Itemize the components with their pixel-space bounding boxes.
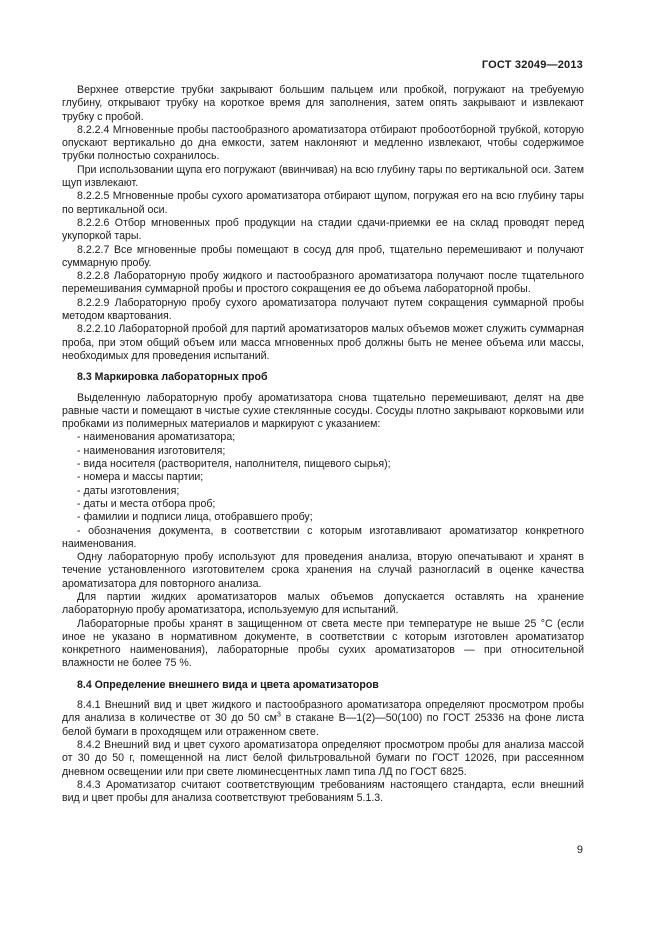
paragraph: Лабораторные пробы хранят в защищенном от света месте при температуре не выше 25 °С (если иное не указано в нормативном документе, в соответствии с которым изготовлен ароматизатор конкретного наименования), лабораторные пробы сухих ароматизаторов — при относительной влажности не более 75 %. (62, 617, 584, 670)
list-item: - даты изготовления; (77, 484, 180, 497)
document-header: ГОСТ 32049—2013 (481, 59, 583, 71)
superscript: 3 (276, 711, 281, 719)
section-title: 8.3 Маркировка лабораторных проб (77, 371, 268, 384)
list-item: - наименования изготовителя; (77, 444, 226, 457)
text-run: в стакане В—1(2)—50(100) по ГОСТ 25336 на фоне листа белой бумаги в проходящем или отраженном свете. (62, 712, 584, 738)
paragraph: 8.2.2.4 Мгновенные пробы пастообразного ароматизатора отбирают пробоотборной трубкой, которую опускают вертикально до дна емкости, затем наклоняют и медленно извлекают, чтобы содержимое трубки полностью сохранилось. (62, 123, 584, 163)
section-title: 8.4 Определение внешнего вида и цвета ароматизаторов (77, 678, 379, 691)
text-run: 8.4.1 Внешний вид и цвет жидкого и пастообразного ароматизатора определяют просмотром пробы для анализа в количестве от 30 до 50 см (62, 699, 584, 725)
paragraph: 8.2.2.5 Мгновенные пробы сухого ароматизатора отбирают щупом, погружая его на всю глубину тары по вертикальной оси. (62, 190, 584, 216)
list-item: - фамилии и подписи лица, отобравшего пробу; (77, 511, 313, 524)
paragraph: 8.4.2 Внешний вид и цвет сухого ароматизатора определяют просмотром пробы для анализа массой от 30 до 50 г, помещенной на лист белой фильтровальной бумаги по ГОСТ 12026, при рассеянном дневном освещении или при свете люминесцентных ламп типа ЛД по ГОСТ 6825. (62, 738, 584, 778)
list-item: - обозначения документа, в соответствии с которым изготавливают ароматизатор конкретного наименования. (62, 524, 584, 550)
paragraph (62, 699, 584, 739)
paragraph: 8.2.2.8 Лабораторную пробу жидкого и пастообразного ароматизатора получают после тщательного перемешивания суммарной пробы и простого сокращения ее до объема лабораторной пробы. (62, 270, 584, 296)
paragraph: Одну лабораторную пробу используют для проведения анализа, вторую опечатывают и хранят в течение установленного изготовителем срока хранения на случай разногласий в оценке качества ароматизатора для повторного анализа. (62, 551, 584, 590)
page-number: 9 (576, 844, 583, 856)
document-body (62, 84, 584, 805)
list-item: - даты и места отбора проб; (77, 497, 216, 510)
paragraph: 8.2.2.10 Лабораторной пробой для партий ароматизаторов малых объемов может служить суммарная проба, при этом общий объем или масса мгновенных проб должны быть не менее объема или массы, необходимых для проведения испытаний. (62, 323, 584, 362)
paragraph: Выделенную лабораторную пробу ароматизатора снова тщательно перемешивают, делят на две равные части и помещают в чистые сухие стеклянные сосуды. Сосуды плотно закрывают корковыми или пробками из полимерных материалов и маркируют с указанием: (62, 391, 584, 431)
paragraph: 8.4.3 Ароматизатор считают соответствующим требованиям настоящего стандарта, если внешний вид и цвет пробы для анализа соответствуют требованиям 5.1.3. (62, 778, 584, 805)
paragraph: При использовании щупа его погружают (ввинчивая) на всю глубину тары по вертикальной оси. Затем щуп извлекают. (62, 163, 584, 190)
paragraph: 8.2.2.6 Отбор мгновенных проб продукции на стадии сдачи-приемки ее на склад проводят перед укупоркой тары. (62, 216, 584, 243)
paragraph: 8.2.2.9 Лабораторную пробу сухого ароматизатора получают путем сокращения суммарной пробы методом квартования. (62, 296, 584, 323)
paragraph: 8.2.2.7 Все мгновенные пробы помещают в сосуд для проб, тщательно перемешивают и получают суммарную пробу. (62, 243, 584, 269)
list-item: - наименования ароматизатора; (77, 431, 236, 444)
list-item: - номера и массы партии; (77, 471, 204, 484)
list-item: - вида носителя (растворителя, наполнителя, пищевого сырья); (77, 458, 391, 471)
paragraph: Верхнее отверстие трубки закрывают большим пальцем или пробкой, погружают на требуемую глубину, открывают трубку на короткое время для заполнения, затем опять закрывают и извлекают трубку с пробой. (62, 84, 584, 123)
paragraph: Для партии жидких ароматизаторов малых объемов допускается оставлять на хранение лабораторную пробу ароматизатора, используемую для испытаний. (62, 590, 584, 617)
